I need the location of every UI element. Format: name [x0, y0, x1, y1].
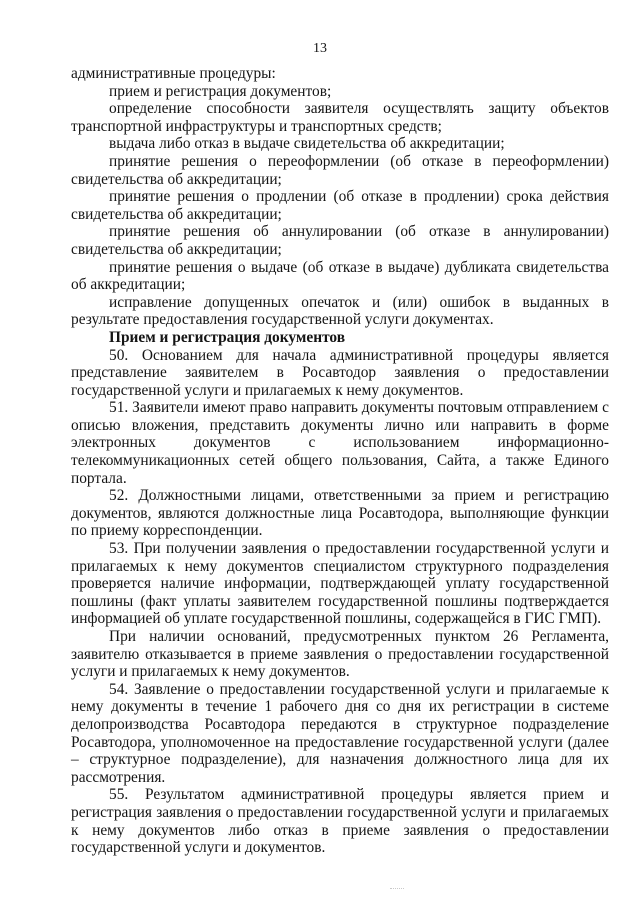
section-heading: Прием и регистрация документов	[109, 328, 346, 346]
procedure-item: принятие решения об аннулировании (об отказе в аннулировании) свидетельства об аккредитации;	[71, 223, 609, 258]
clause-53-continuation: При наличии оснований, предусмотренных пунктом 26 Регламента, заявителю отказывается в приеме заявления о предоставлении государственной услуги и прилагаемых к нему документов.	[71, 628, 609, 681]
procedure-item: выдача либо отказ в выдаче свидетельства об аккредитации;	[109, 135, 505, 153]
procedure-item: прием и регистрация документов;	[109, 82, 332, 100]
intro-line: административные процедуры:	[71, 65, 276, 82]
clause-53: 53. При получении заявления о предоставлении государственной услуги и прилагаемых к нему документов специалистом структурного подразделения проверяется наличие информации, подтверждающей уплату государственной пошлины (факт уплаты заявителем государственной пошлины подтверждается информацией об уплате государственной пошлины, содержащейся в ГИС ГМП).	[71, 540, 609, 628]
procedure-item: принятие решения о выдаче (об отказе в выдаче) дубликата свидетельства об аккредитации;	[71, 258, 609, 294]
clause-52: 52. Должностными лицами, ответственными за прием и регистрацию документов, являются должностные лица Росавтодора, выполняющие функции по приему корреспонденции.	[71, 487, 609, 540]
procedure-item: принятие решения о переоформлении (об отказе в переоформлении) свидетельства об аккредитации;	[71, 152, 609, 188]
scan-artifact	[390, 888, 404, 891]
document-body	[71, 65, 609, 857]
procedure-item: исправление допущенных опечаток и (или) ошибок в выданных в результате предоставления государственной услуги документах.	[71, 293, 609, 329]
procedure-item: принятие решения о продлении (об отказе в продлении) срока действия свидетельства об аккредитации;	[71, 188, 609, 223]
clause-51: 51. Заявители имеют право направить документы почтовым отправлением с описью вложения, представить документы лично или направить в форме электронных документов с использованием информационно-телекоммуникационных сетей общего пользования, Сайта, а также Единого портала.	[71, 399, 609, 487]
procedure-item: определение способности заявителя осуществлять защиту объектов транспортной инфраструктуры и транспортных средств;	[71, 100, 609, 135]
clause-54: 54. Заявление о предоставлении государственной услуги и прилагаемые к нему документы в течение 1 рабочего дня со дня их регистрации в системе делопроизводства Росавтодора передаются в структурное подразделение Росавтодора, уполномоченное на предоставление государственной услуги (далее – структурное подразделение), для назначения должностного лица для их рассмотрения.	[71, 680, 609, 786]
clause-55: 55. Результатом административной процедуры является прием и регистрация заявления о предоставлении государственной услуги и прилагаемых к нему документов либо отказ в приеме заявления о предоставлении государственной услуги и документов.	[71, 786, 609, 857]
clause-50: 50. Основанием для начала административной процедуры является представление заявителем в Росавтодор заявления о предоставлении государственной услуги и прилагаемых к нему документов.	[71, 346, 609, 399]
page-number: 13	[313, 41, 327, 56]
